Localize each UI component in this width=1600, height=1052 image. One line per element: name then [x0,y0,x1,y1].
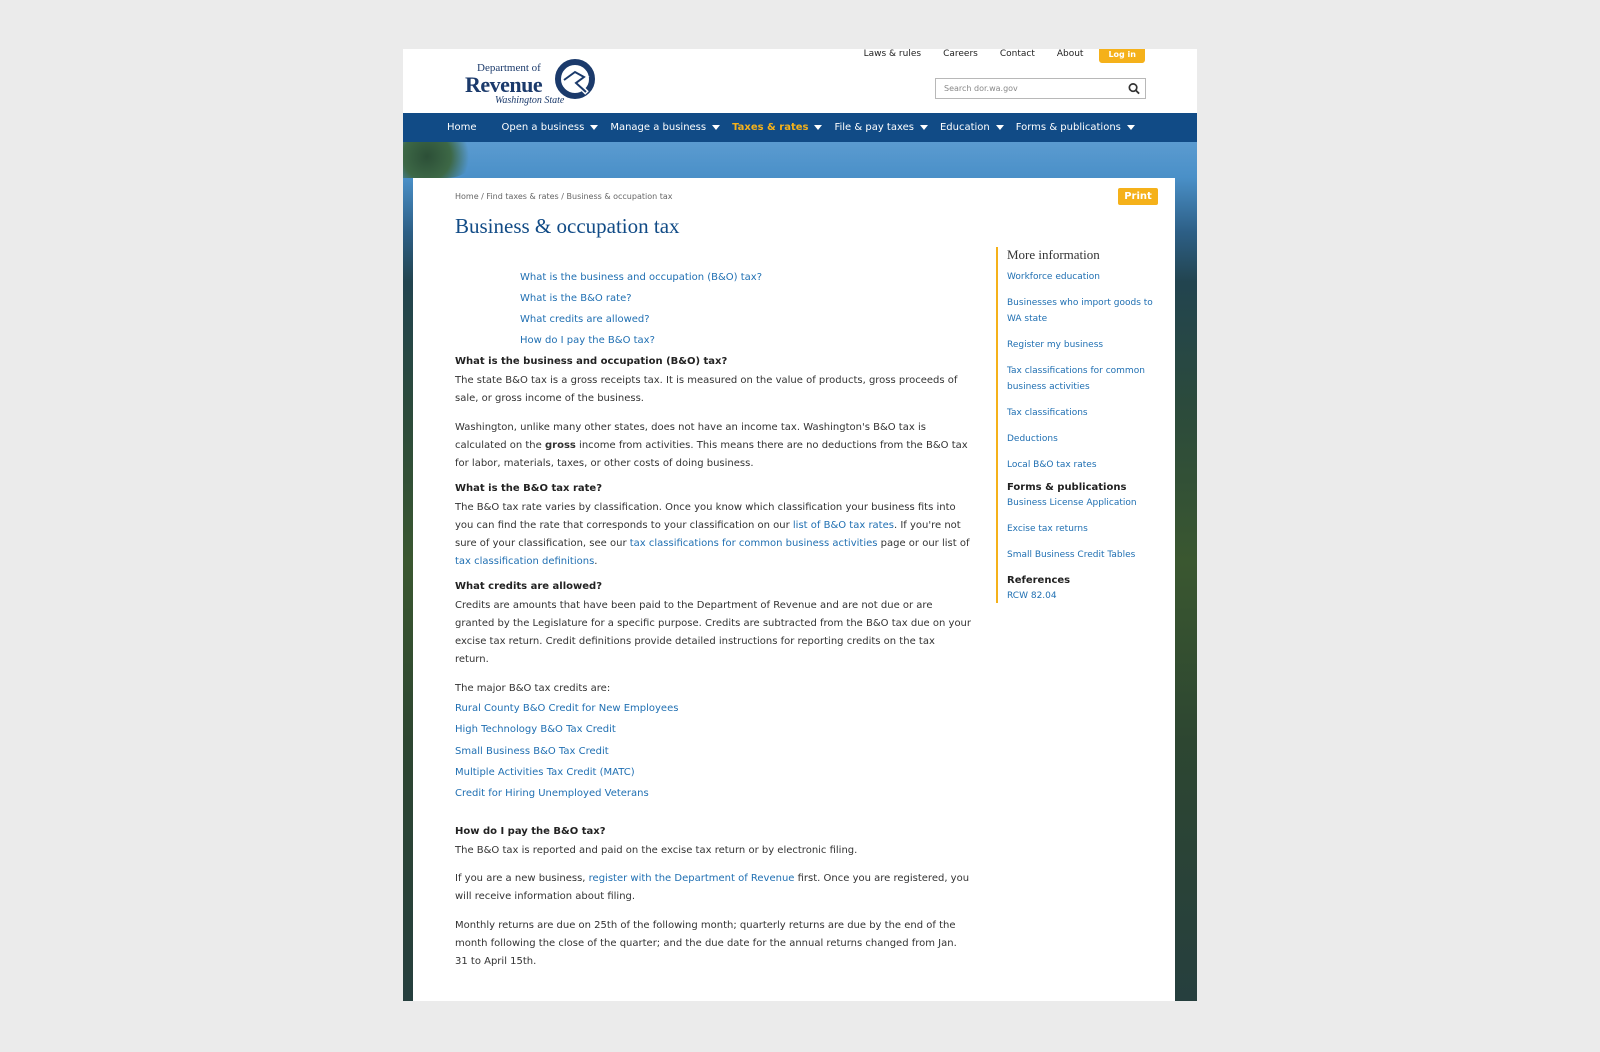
section-heading-what-is: What is the business and occupation (B&O) tax? [455,356,728,367]
utility-link-about[interactable]: About [1056,49,1084,59]
text: If you are a new business, [455,873,589,885]
breadcrumb-current: Business & occupation tax [566,192,673,201]
utility-link-contact[interactable]: Contact [999,49,1035,59]
nav-label: Open a business [501,122,585,133]
utility-link-careers[interactable]: Careers [943,49,978,59]
sidebar-references-links [1007,588,1165,614]
chevron-down-icon [712,125,720,130]
login-button[interactable]: Log in [1099,49,1145,63]
sidebar-link[interactable]: Workforce education [1007,272,1100,282]
link-tax-classification-definitions[interactable]: tax classification definitions [455,556,595,567]
section-heading-credits: What credits are allowed? [455,581,602,592]
logo-department-text: Department of [477,62,541,74]
credit-list [455,698,971,804]
credit-link[interactable]: Credit for Hiring Unemployed Veterans [455,788,649,800]
breadcrumb [455,192,673,201]
text: page or our list of [877,538,970,549]
logo-state-text: Washington State [495,95,565,106]
search-icon[interactable] [1127,82,1141,95]
paragraph: Credits are amounts that have been paid to the Department of Revenue and are not due or are granted by the Legislature for a specific purpose. Credits are subtracted from the B&O tax due on your excise tax return. Credit definitions provide detailed instructions for reporting credits on the tax return. [455,600,972,665]
sidebar-link[interactable]: Small Business Credit Tables [1007,550,1136,560]
chevron-down-icon [814,125,822,130]
sidebar-forms-heading: Forms & publications [1007,482,1127,493]
credit-link[interactable]: Multiple Activities Tax Credit (MATC) [455,766,635,778]
content-card [413,178,1175,1001]
paragraph: The B&O tax is reported and paid on the excise tax return or by electronic filing. [455,845,858,857]
hero-tree-decoration [403,142,483,178]
toc-link-credits[interactable]: What credits are allowed? [520,314,650,325]
sidebar-link-rcw[interactable]: RCW 82.04 [1007,591,1057,601]
paragraph: The state B&O tax is a gross receipts tax. It is measured on the value of products, gross proceeds of sale, or gross income of the business. [455,375,958,404]
chevron-down-icon [1127,125,1135,130]
sidebar-link[interactable]: Business License Application [1007,498,1137,508]
nav-label: File & pay taxes [834,122,914,133]
nav-label: Manage a business [610,122,707,133]
table-of-contents [520,267,762,351]
toc-link-pay[interactable]: How do I pay the B&O tax? [520,335,655,346]
breadcrumb-find-taxes[interactable]: Find taxes & rates [486,192,559,201]
chevron-down-icon [996,125,1004,130]
sidebar-link[interactable]: Tax classifications [1007,408,1088,418]
nav-taxes-rates[interactable] [732,122,822,133]
link-register-dor[interactable]: register with the Department of Revenue [588,873,795,885]
text: . [594,556,598,567]
browser-page [403,49,1197,1001]
sidebar-links [1007,269,1165,483]
sidebar-title: More information [1007,247,1100,262]
logo-emblem-icon [555,59,595,99]
site-header [403,49,1197,113]
sidebar-link[interactable]: Tax classifications for common business activities [1007,366,1145,392]
breadcrumb-separator: / [481,192,487,201]
credit-link[interactable]: Rural County B&O Credit for New Employees [455,703,679,714]
chevron-down-icon [920,125,928,130]
credit-link[interactable]: Small Business B&O Tax Credit [455,745,609,757]
sidebar-link[interactable]: Register my business [1007,340,1104,350]
paragraph [455,870,971,906]
paragraph [455,499,971,571]
text: first. Once you are registered, you will receive information about filing. [455,873,970,903]
sidebar-link[interactable]: Businesses who import goods to WA state [1007,298,1153,324]
sidebar-references-heading: References [1007,575,1071,586]
main-content [455,356,971,971]
text: income from activities. This means there are no deductions from the B&O tax for labor, materials, taxes, or other costs of doing business. [455,440,968,469]
section-heading-pay: How do I pay the B&O tax? [455,826,606,838]
breadcrumb-home[interactable]: Home [455,192,479,201]
breadcrumb-separator: / [561,192,567,201]
sidebar-link[interactable]: Deductions [1007,434,1058,444]
nav-label: Education [939,122,990,133]
search-box [935,78,1146,99]
nav-label: Forms & publications [1015,122,1121,133]
link-bo-tax-rates[interactable]: list of B&O tax rates [792,520,894,531]
page-title: Business & occupation tax [455,214,680,238]
chevron-down-icon [590,125,598,130]
text: . If you're not sure of your classification, see our [455,520,961,549]
nav-forms-publications[interactable] [1016,122,1135,133]
logo-revenue-text: Revenue [465,72,543,97]
nav-open-a-business[interactable] [502,122,599,133]
sidebar-link[interactable]: Excise tax returns [1007,524,1088,534]
text: Washington, unlike many other states, does not have an income tax. Washington's B&O tax is calculated on the [455,422,926,451]
nav-education[interactable] [940,122,1004,133]
toc-link-what-is[interactable]: What is the business and occupation (B&O) tax? [520,272,763,283]
nav-manage-a-business[interactable] [610,122,720,133]
sidebar-more-information [996,247,1166,603]
sidebar-link[interactable]: Local B&O tax rates [1007,460,1097,470]
text: The B&O tax rate varies by classification. Once you know which classification your business fits into you can find the rate that corresponds to your classification on our [455,502,956,531]
nav-home[interactable]: Home [447,122,477,133]
credit-link[interactable]: High Technology B&O Tax Credit [455,724,616,736]
search-input[interactable] [936,79,1122,98]
link-tax-classifications-common[interactable]: tax classifications for common business activities [629,538,878,549]
nav-label: Taxes & rates [732,122,809,133]
toc-link-rate[interactable]: What is the B&O rate? [520,293,632,304]
print-button[interactable]: Print [1118,188,1158,205]
section-heading-rate: What is the B&O tax rate? [455,483,603,494]
nav-file-pay-taxes[interactable] [834,122,927,133]
sidebar-forms-links [1007,495,1165,573]
utility-link-laws-rules[interactable]: Laws & rules [863,49,922,59]
utility-nav [842,49,1145,63]
dor-logo[interactable] [465,55,605,107]
paragraph: The major B&O tax credits are: [455,683,611,694]
main-nav [403,113,1197,142]
paragraph: Monthly returns are due on 25th of the following month; quarterly returns are due by the end of the month following the close of the quarter; and the due date for the annual returns changed from Jan. 31 to April 15th. [455,920,957,968]
bold-text: gross [544,440,576,451]
paragraph [455,419,971,473]
